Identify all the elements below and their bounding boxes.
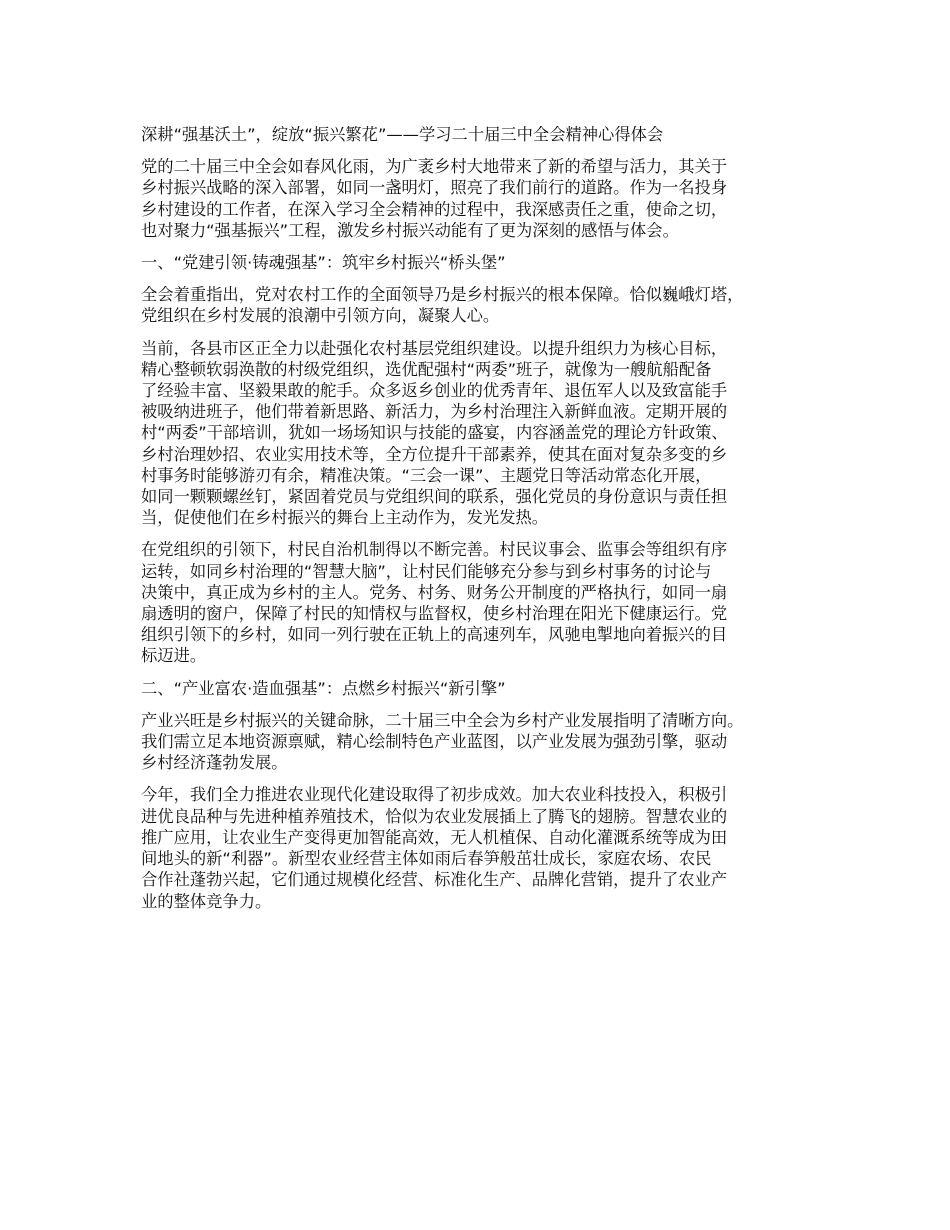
document-title: 深耕“强基沃土”，绽放“振兴繁花”——学习二十届三中全会精神心得体会 (141, 125, 664, 144)
body-paragraph (141, 539, 831, 666)
section-heading (141, 252, 831, 273)
text-line: 标迈进。 (141, 646, 207, 666)
text-line: 间地头的新“利器”。新型农业经营主体如雨后春笋般茁壮成长，家庭农场、农民 (141, 849, 712, 869)
text-line: 村“两委”干部培训，犹如一场场知识与技能的盛宴，内容涵盖党的理论方针政策、 (141, 423, 728, 443)
text-line: 二、“产业富农·造血强基”：点燃乡村振兴“新引擎” (141, 678, 506, 698)
body-paragraph (141, 284, 831, 326)
body-paragraph (141, 784, 831, 911)
text-line: 决策中，真正成为乡村的主人。党务、村务、财务公开制度的严格执行，如同一扇 (141, 582, 728, 602)
document-body (141, 156, 831, 912)
text-line: 合作社蓬勃兴起，它们通过规模化经营、标准化生产、品牌化营销，提升了农业产 (141, 870, 728, 890)
text-line: 我们需立足本地资源禀赋，精心绘制特色产业蓝图，以产业发展为强劲引擎，驱动 (141, 732, 728, 752)
text-line: 如同一颗颗螺丝钉，紧固着党员与党组织间的联系，强化党员的身份意识与责任担 (141, 487, 728, 507)
body-paragraph (141, 338, 831, 529)
text-line: 乡村建设的工作者，在深入学习全会精神的过程中，我深感责任之重，使命之切， (141, 199, 728, 219)
text-line: 进优良品种与先进种植养殖技术，恰似为农业发展插上了腾飞的翅膀。智慧农业的 (141, 806, 728, 826)
text-line: 精心整顿软弱涣散的村级党组织，选优配强村“两委”班子，就像为一艘航船配备 (141, 359, 712, 379)
text-line: 一、“党建引领·铸魂强基”：筑牢乡村振兴“桥头堡” (141, 253, 506, 273)
text-line: 运转，如同乡村治理的“智慧大脑”，让村民们能够充分参与到乡村事务的讨论与 (141, 561, 712, 581)
body-paragraph (141, 710, 831, 774)
text-line: 全会着重指出，党对农村工作的全面领导乃是乡村振兴的根本保障。恰似巍峨灯塔， (141, 285, 744, 305)
text-line: 组织引领下的乡村，如同一列行驶在正轨上的高速列车，风驰电掣地向着振兴的目 (141, 625, 728, 645)
text-line: 今年，我们全力推进农业现代化建设取得了初步成效。加大农业科技投入，积极引 (141, 785, 728, 805)
document-page (141, 124, 831, 923)
text-line: 扇透明的窗户，保障了村民的知情权与监督权，使乡村治理在阳光下健康运行。党 (141, 604, 728, 624)
text-line: 产业兴旺是乡村振兴的关键命脉，二十届三中全会为乡村产业发展指明了清晰方向。 (141, 710, 744, 730)
text-line: 被吸纳进班子，他们带着新思路、新活力，为乡村治理注入新鲜血液。定期开展的 (141, 402, 728, 422)
text-line: 业的整体竞争力。 (141, 891, 272, 911)
text-line: 乡村振兴战略的深入部署，如同一盏明灯，照亮了我们前行的道路。作为一名投身 (141, 178, 728, 198)
text-line: 村事务时能够游刃有余，精准决策。“三会一课”、主题党日等活动常态化开展， (141, 465, 712, 485)
text-line: 党的二十届三中全会如春风化雨，为广袤乡村大地带来了新的希望与活力，其关于 (141, 157, 728, 177)
text-line: 在党组织的引领下，村民自治机制得以不断完善。村民议事会、监事会等组织有序 (141, 540, 728, 560)
text-line: 也对聚力“强基振兴”工程，激发乡村振兴动能有了更为深刻的感悟与体会。 (141, 220, 679, 240)
text-line: 当，促使他们在乡村振兴的舞台上主动作为，发光发热。 (141, 508, 549, 528)
text-line: 党组织在乡村发展的浪潮中引领方向，凝聚人心。 (141, 306, 500, 326)
text-line: 推广应用，让农业生产变得更加智能高效，无人机植保、自动化灌溉系统等成为田 (141, 827, 728, 847)
text-line: 乡村经济蓬勃发展。 (141, 753, 288, 773)
text-line: 乡村治理妙招、农业实用技术等，全方位提升干部素养，使其在面对复杂多变的乡 (141, 444, 728, 464)
section-heading (141, 678, 831, 699)
text-line: 当前，各县市区正全力以赴强化农村基层党组织建设。以提升组织力为核心目标， (141, 338, 728, 358)
text-line: 了经验丰富、坚毅果敢的舵手。众多返乡创业的优秀青年、退伍军人以及致富能手 (141, 381, 728, 401)
body-paragraph (141, 156, 831, 241)
